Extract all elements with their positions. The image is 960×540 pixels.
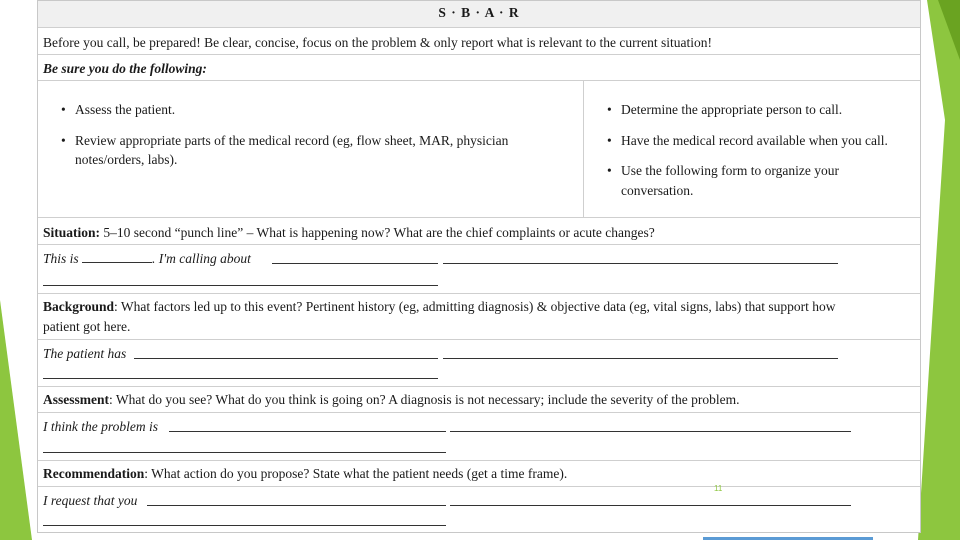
background-blank[interactable] (443, 358, 838, 359)
recommendation-row (38, 461, 920, 487)
recommendation-blank[interactable] (450, 505, 851, 506)
bullet-icon: • (607, 102, 612, 117)
background-blank[interactable] (134, 358, 438, 359)
right-green-shape (918, 0, 960, 540)
list-item: • Review appropriate parts of the medical record (eg, flow sheet, MAR, physician notes/orders, labs). (61, 132, 509, 167)
bullet-icon: • (61, 132, 66, 148)
situation-row (38, 218, 920, 245)
recommendation-blank[interactable] (43, 525, 446, 526)
list-item: • Determine the appropriate person to call. (584, 100, 920, 120)
checklist-heading-row (38, 55, 920, 81)
background-row (38, 294, 920, 340)
list-item: • Assess the patient. (38, 100, 583, 120)
situation-blank[interactable] (43, 285, 438, 286)
intro-row (38, 28, 920, 55)
background-text-line2: patient got here. (43, 319, 131, 334)
checklist-heading: Be sure you do the following: (43, 61, 207, 76)
situation-prompt-a: This is (43, 251, 79, 266)
recommendation-text: : What action do you propose? State what the patient needs (get a time frame). (144, 466, 568, 481)
background-prompt: The patient has (43, 346, 127, 361)
recommendation-label: Recommendation (43, 466, 145, 481)
assessment-entry-row (38, 413, 920, 461)
situation-entry-row (38, 245, 920, 294)
situation-blank[interactable] (272, 263, 438, 264)
right-checklist (584, 81, 920, 217)
intro-text: Before you call, be prepared! Be clear, concise, focus on the problem & only report what is relevant to the current situation! (43, 35, 712, 50)
situation-blank[interactable] (443, 263, 838, 264)
recommendation-prompt: I request that you (43, 493, 138, 508)
background-blank[interactable] (43, 378, 438, 379)
title-row (38, 1, 920, 28)
sbar-form (37, 0, 921, 533)
situation-prompt-b: . I'm calling about (152, 251, 251, 266)
assessment-row (38, 387, 920, 413)
recommendation-blank[interactable] (147, 505, 446, 506)
form-title: S · B · A · R (438, 5, 520, 20)
bullet-icon: • (607, 132, 612, 148)
assessment-blank[interactable] (450, 431, 851, 432)
bullet-icon: • (607, 163, 612, 178)
checklist-row (38, 81, 920, 218)
assessment-prompt: I think the problem is (43, 419, 158, 434)
left-green-shape (0, 300, 32, 540)
assessment-blank[interactable] (43, 452, 446, 453)
recommendation-entry-row (38, 487, 920, 533)
bullet-icon: • (61, 102, 66, 117)
background-text: : What factors led up to this event? Pertinent history (eg, admitting diagnosis) & objective data (eg, vital signs, labs) that support how (114, 299, 836, 314)
situation-name-blank[interactable] (82, 249, 152, 263)
page-number: 11 (714, 484, 723, 493)
left-checklist (38, 81, 584, 217)
situation-text: 5–10 second “punch line” – What is happening now? What are the chief complaints or acute changes? (100, 225, 655, 240)
list-item: • Use the following form to organize your conversation. (607, 163, 839, 198)
assessment-blank[interactable] (169, 431, 446, 432)
assessment-label: Assessment (43, 392, 109, 407)
assessment-text: : What do you see? What do you think is going on? A diagnosis is not necessary; include the severity of the problem. (109, 392, 740, 407)
background-label: Background (43, 299, 115, 314)
situation-label: Situation: (43, 225, 101, 240)
list-item: • Have the medical record available when you call. (584, 131, 920, 151)
background-entry-row (38, 340, 920, 387)
